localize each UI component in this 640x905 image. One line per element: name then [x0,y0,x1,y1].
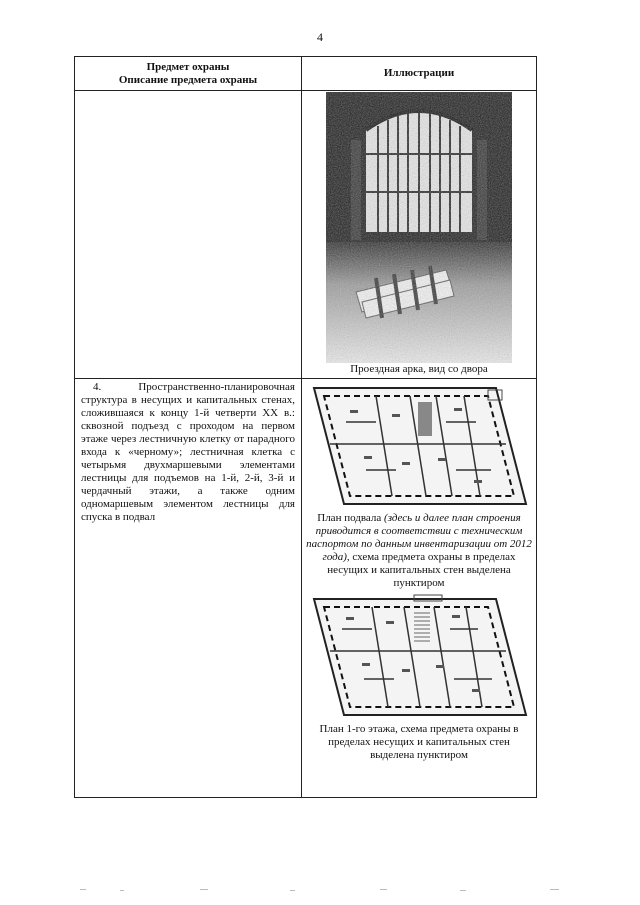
first-floor-plan [306,593,532,721]
empty-description-cell [75,91,302,379]
item-number: 4. [93,381,102,393]
item-description: Пространственно-планировочная структура в несущих и капитальных стенах, сложившаяся к концу 1-й четверти XX в.: сквозной подъезд с проходом на первом этаже через лестничную клетку от парадного входа к «черному»; лестничная клетка с четырьмя двухмаршевыми элементами лестницы для подъемов на 1-й, 2-й, 3-й и чердачный этажи, а также одним одномаршевым элементом лестницы для спуска в подвал [81,381,295,523]
basement-caption-suffix: , схема предмета охраны в пределах несущих и капитальных стен выделена пунктиром [327,551,516,589]
plans-cell [302,379,537,798]
arch-photo [326,92,512,363]
basement-plan [306,382,532,510]
header-subject-line2: Описание предмета охраны [118,73,258,86]
page-number: 4 [317,30,323,44]
description-cell [75,379,302,798]
table-header-row [75,57,537,91]
header-subject-line1: Предмет охраны [146,60,230,73]
scan-noise [80,888,600,892]
protection-table [74,56,537,798]
table-row [75,379,537,798]
basement-caption-prefix: План подвала [317,512,385,524]
header-illustrations: Иллюстрации [302,57,537,91]
description-text [75,379,301,524]
basement-plan-caption [302,512,536,590]
photo-caption: Проездная арка, вид со двора [350,363,488,375]
header-subject [75,57,302,91]
photo-cell [302,91,537,379]
basement-caption-note: (здесь и далее план строения приводится в соответствии с техническим паспортом по данным инвентаризации от 2012 года) [306,512,532,563]
first-floor-plan-caption: План 1-го этажа, схема предмета охраны в пределах несущих и капитальных стен выделена пунктиром [319,723,519,761]
table-row [75,91,537,379]
